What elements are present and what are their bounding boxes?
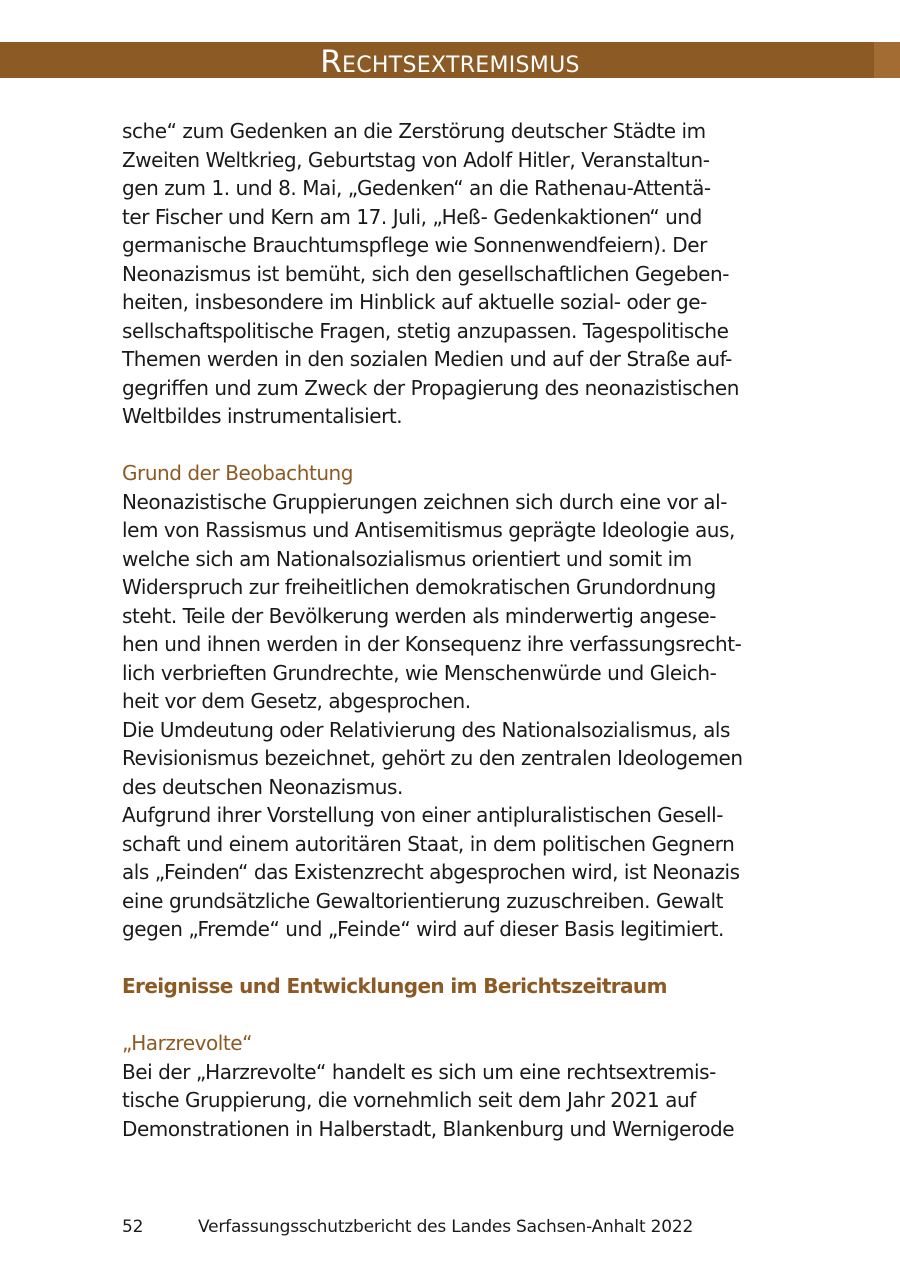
publication-title: Verfassungsschutzbericht des Landes Sachsen-Anhalt 2022 <box>198 1217 694 1237</box>
section-heading-grund: Grund der Beobachtung <box>122 461 354 485</box>
paragraph-spacer <box>122 944 790 973</box>
chapter-title: Rechtsextremismus <box>320 44 580 80</box>
intro-paragraph: sche“ zum Gedenken an die Zerstörung deutscher Städte im Zweiten Weltkrieg, Geburtstag von Adolf Hitler, Veranstaltun- gen zum 1. und 8. Mai, „Gedenken“ an die Rathenau-Attentä- ter Fischer und Kern am 17. Juli, „Heß- Gedenkaktionen“ und germanische Brauchtumspflege wie Sonnenwendfeiern). Der Neonazismus ist bemüht, sich den gesellschaftlichen Gegeben- heiten, insbesondere im Hinblick auf aktuelle sozial- oder ge- sellschaftspolitische Fragen, stetig anzupassen. Tagespolitische Themen werden in den sozialen Medien und auf der Straße auf- gegriffen und zum Zweck der Propagierung des neonazistischen Weltbildes instrumentalisiert. <box>122 119 739 428</box>
section-paragraph: Bei der „Harzrevolte“ handelt es sich um eine rechtsextremis- tische Gruppierung, die vornehmlich seit dem Jahr 2021 auf Demonstrationen in Halberstadt, Blankenburg und Wernigerode <box>122 1059 735 1141</box>
section-heading-harzrevolte: „Harzrevolte“ <box>122 1031 253 1055</box>
chapter-header-bar <box>0 42 900 78</box>
page-body <box>122 117 790 1143</box>
section-paragraph: Neonazistische Gruppierungen zeichnen sich durch eine vor al- lem von Rassismus und Antisemitismus geprägte Ideologie aus, welche sich am Nationalsozialismus orientiert und somit im Widerspruch zur freiheitlichen demokratischen Grundordnung steht. Teile der Bevölkerung werden als minderwertig angese- hen und ihnen werden in der Konsequenz ihre verfassungsrecht- lich verbrieften Grundrechte, wie Menschenwürde und Gleich- heit vor dem Gesetz, abgesprochen. <box>122 489 742 713</box>
paragraph-spacer <box>122 1001 790 1030</box>
section-heading-ereignisse: Ereignisse und Entwicklungen im Berichtszeitraum <box>122 974 667 998</box>
section-paragraph: Aufgrund ihrer Vorstellung von einer antipluralistischen Gesell- schaft und einem autoritären Staat, in dem politischen Gegnern als „Feinden“ das Existenzrecht abgesprochen wird, ist Neonazis eine grundsätzliche Gewaltorientierung zuzuschreiben. Gewalt gegen „Fremde“ und „Feinde“ wird auf dieser Basis legitimiert. <box>122 803 740 941</box>
paragraph-spacer <box>122 431 790 460</box>
page-number: 52 <box>122 1217 144 1237</box>
section-paragraph: Die Umdeutung oder Relativierung des Nationalsozialismus, als Revisionismus bezeichnet, gehört zu den zentralen Ideologemen des deutschen Neonazismus. <box>122 717 743 799</box>
